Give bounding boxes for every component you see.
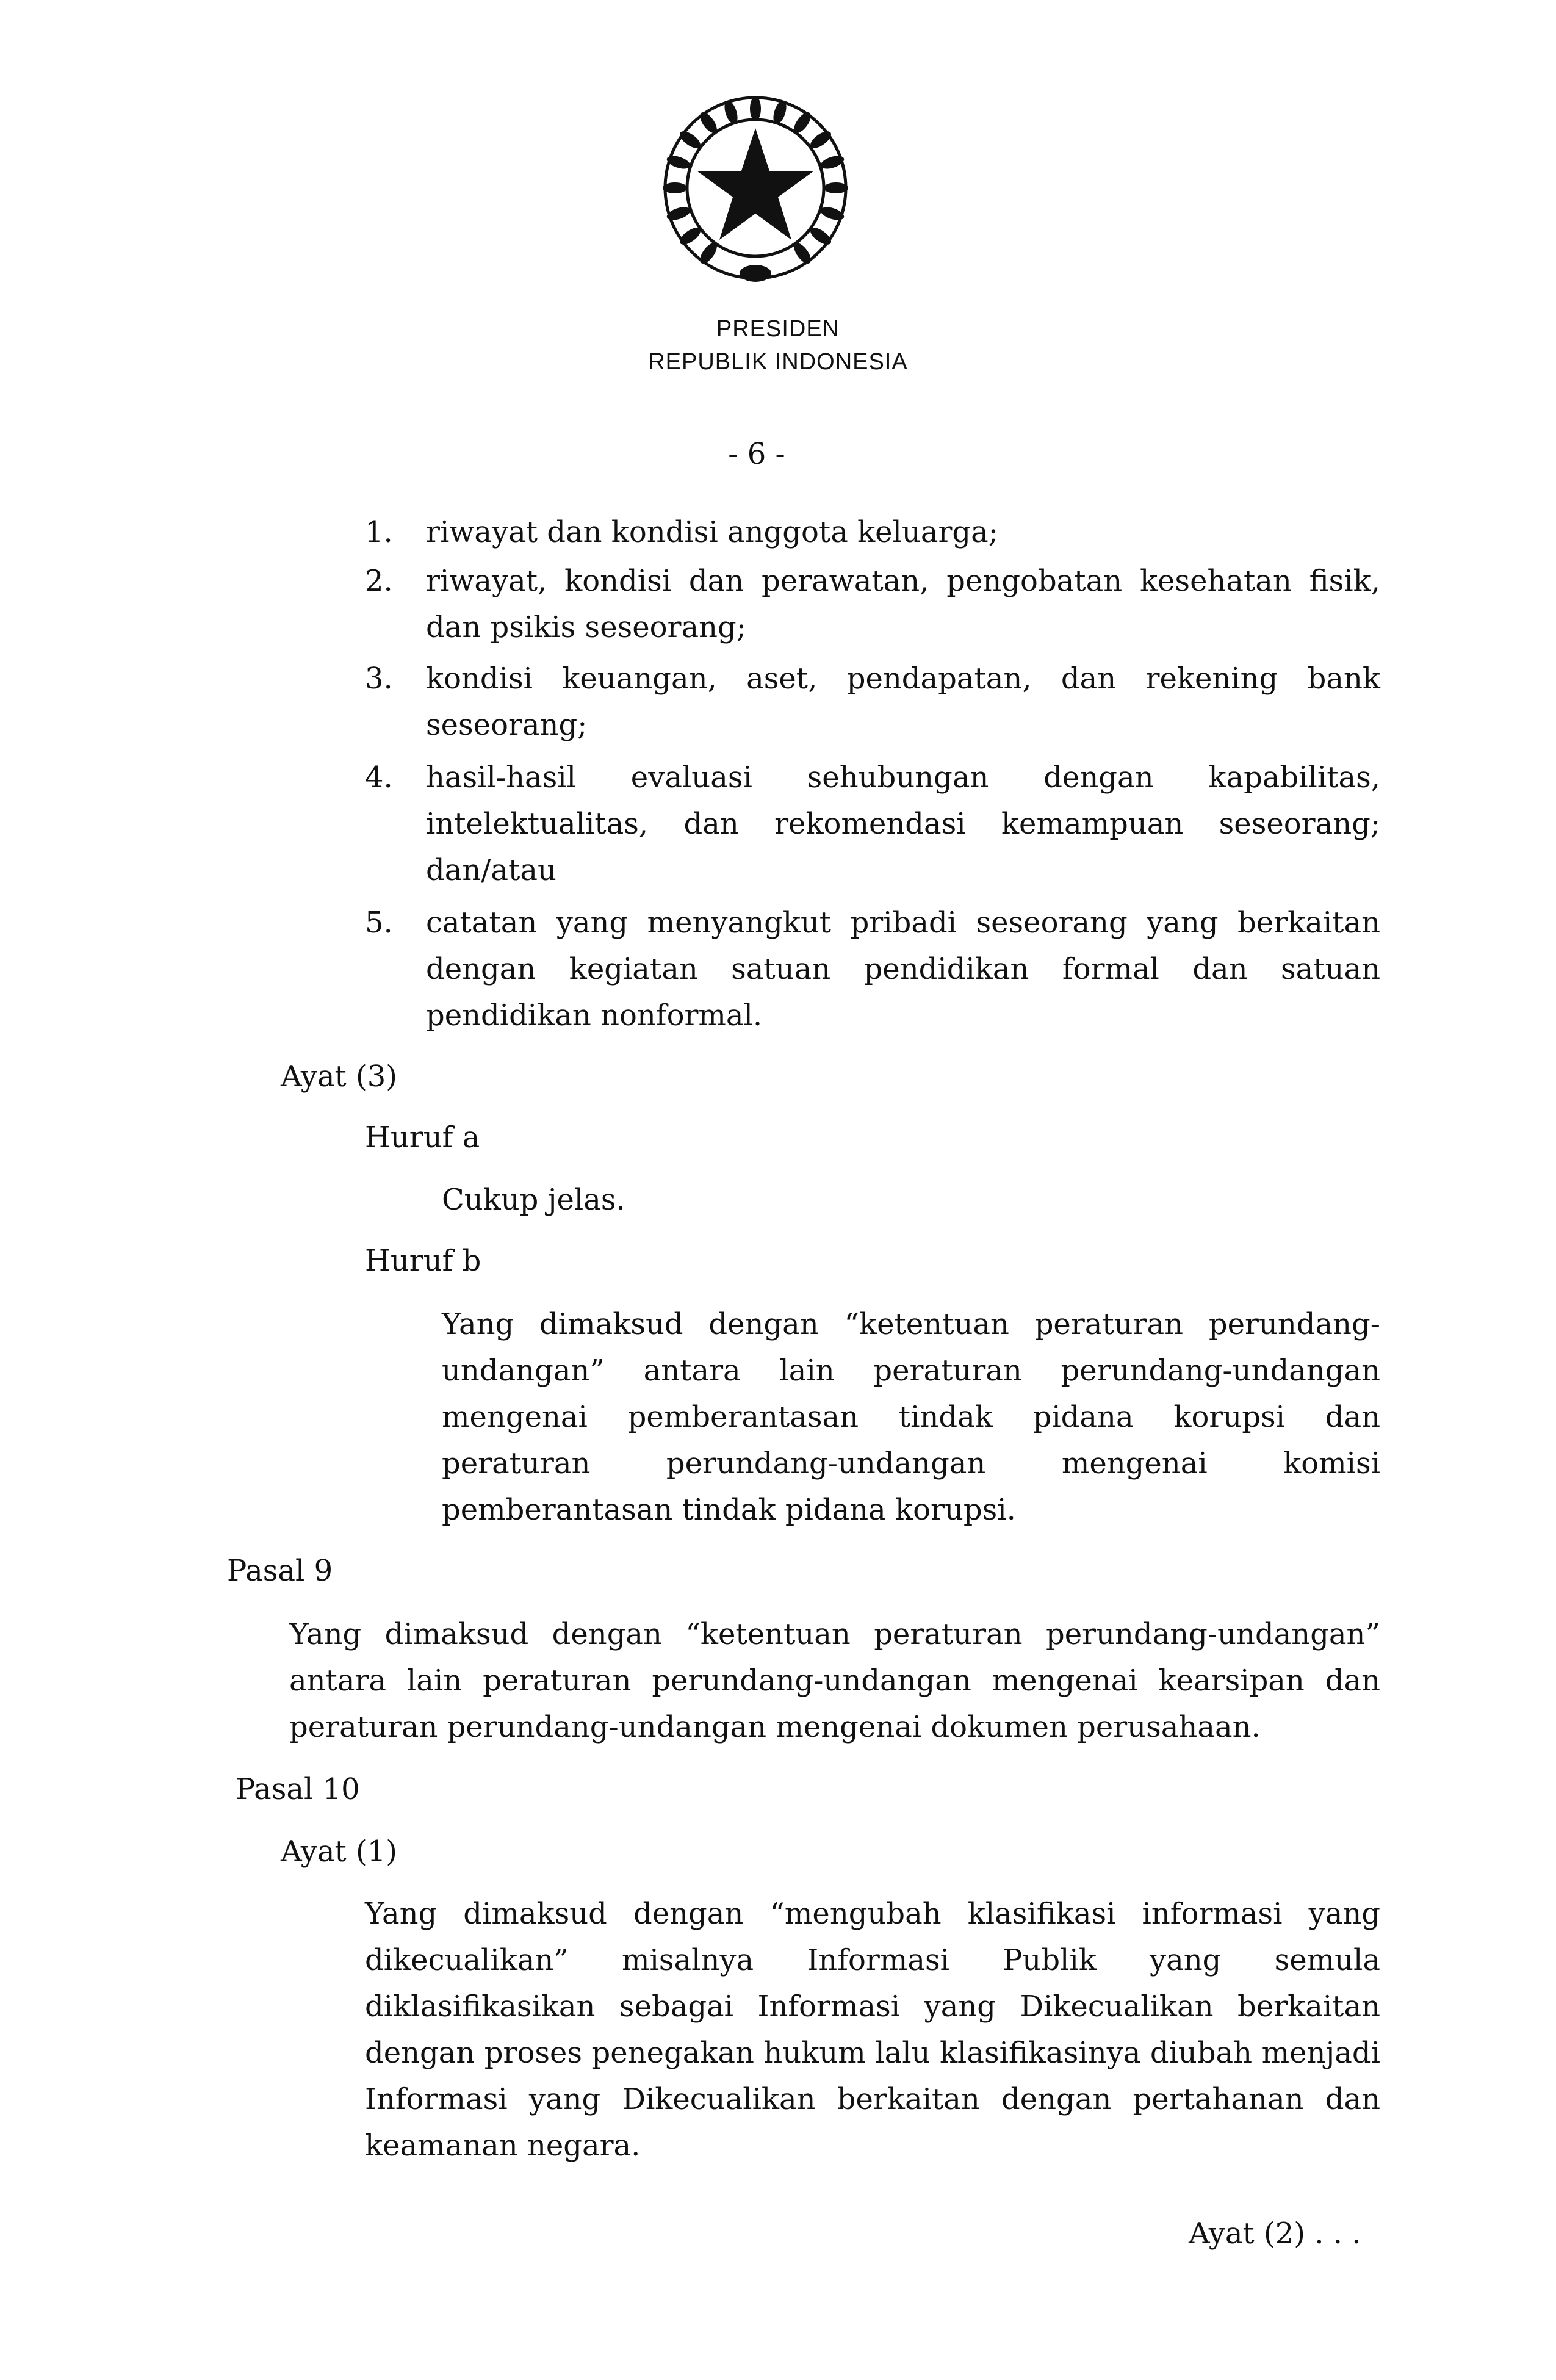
list-item-number: 2. (365, 564, 393, 598)
list-item-text: catatan yang menyangkut pribadi seseorang yang berkaitan dengan kegiatan satuan pendidikan formal dan satuan pendidikan nonformal. (426, 906, 1380, 1033)
pasal-9-text: Yang dimaksud dengan “ketentuan peraturan perundang-undangan” antara lain peraturan perundang-undangan mengenai kearsipan dan peraturan perundang-undangan mengenai dokumen perusahaan. (289, 1617, 1380, 1744)
list-item-number: 3. (365, 662, 393, 696)
list-item-text: riwayat, kondisi dan perawatan, pengobatan kesehatan fisik, dan psikis seseorang; (426, 564, 1380, 644)
pasal-10-heading: Pasal 10 (236, 1772, 360, 1806)
list-item-number: 4. (365, 760, 393, 795)
huruf-a-heading: Huruf a (365, 1120, 480, 1155)
pasal-10-ayat-1-heading: Ayat (1) (281, 1834, 397, 1869)
header-president: PRESIDEN (716, 316, 840, 342)
list-item-text: hasil-hasil evaluasi sehubungan dengan kapabilitas, intelektualitas, dan rekomendasi kemampuan seseorang; dan/atau (426, 760, 1380, 887)
catchword: Ayat (2) . . . (1189, 2216, 1361, 2251)
huruf-b-text: Yang dimaksud dengan “ketentuan peraturan perundang-undangan” antara lain peraturan perundang-undangan mengenai pemberantasan tindak pidana korupsi dan peraturan perundang-undangan mengenai komisi pemberantasan tindak pidana korupsi. (442, 1307, 1380, 1527)
ayat-3-heading: Ayat (3) (281, 1059, 397, 1094)
presidential-emblem-icon (652, 90, 859, 292)
header-republic: REPUBLIK INDONESIA (648, 349, 908, 375)
huruf-a-text: Cukup jelas. (442, 1183, 625, 1217)
list-item-number: 5. (365, 906, 393, 940)
page-number: - 6 - (728, 437, 785, 471)
list-item-number: 1. (365, 515, 393, 549)
pasal-10-ayat-1-text: Yang dimaksud dengan “mengubah klasifikasi informasi yang dikecualikan” misalnya Informasi Publik yang semula diklasifikasikan sebagai Informasi yang Dikecualikan berkaitan dengan proses penegakan hukum lalu klasifikasinya diubah menjadi Informasi yang Dikecualikan berkaitan dengan pertahanan dan keamanan negara. (365, 1897, 1380, 2163)
huruf-b-heading: Huruf b (365, 1244, 481, 1278)
pasal-9-heading: Pasal 9 (227, 1554, 333, 1588)
list-item-text: riwayat dan kondisi anggota keluarga; (426, 515, 998, 549)
list-item-text: kondisi keuangan, aset, pendapatan, dan rekening bank seseorang; (426, 662, 1380, 742)
